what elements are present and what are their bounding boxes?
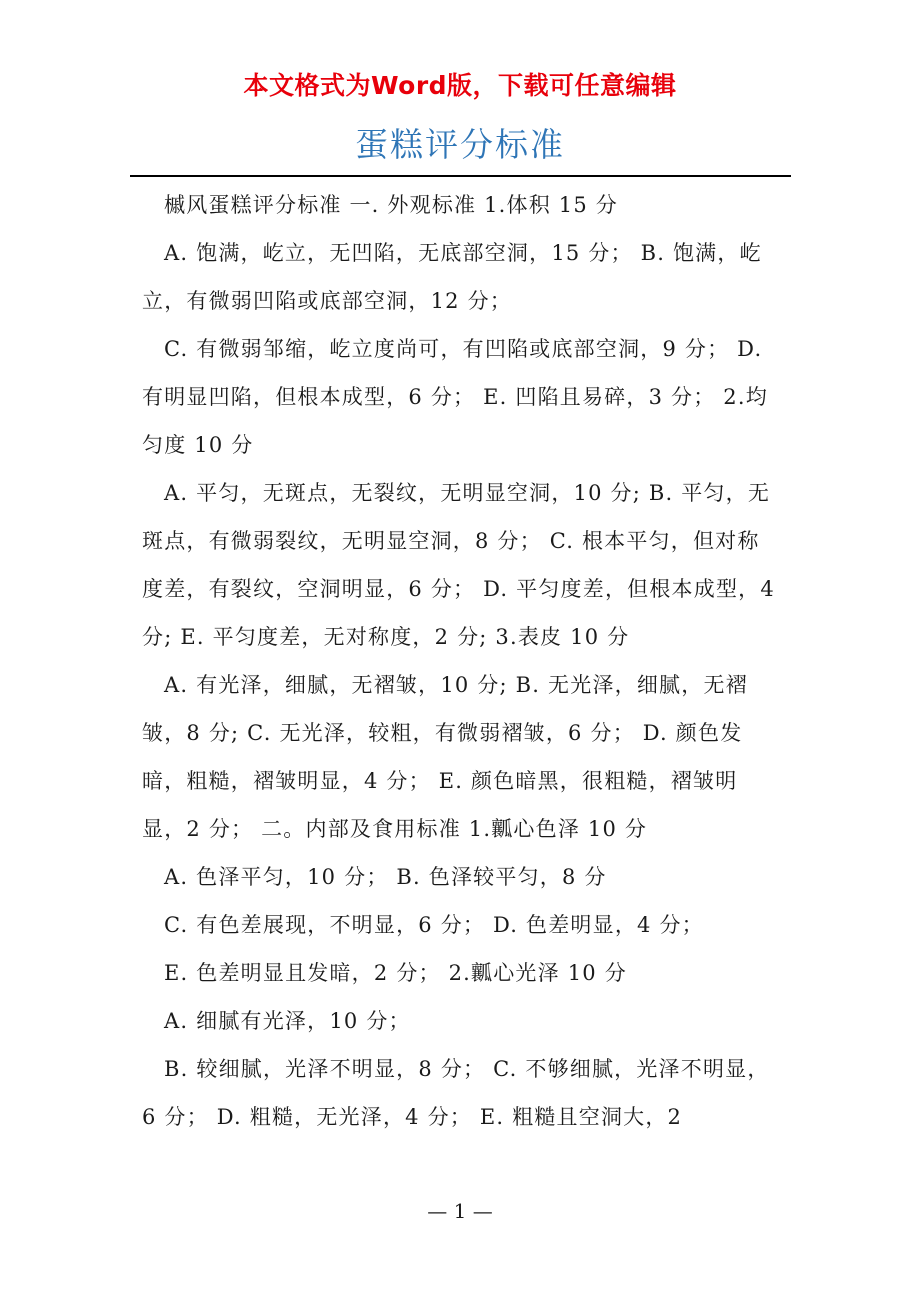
paragraph: C. 有微弱邹缩，屹立度尚可，有凹陷或底部空洞，9 分； D. 有明显凹陷，但根本成型，6 分； E. 凹陷且易碎，3 分； 2.均匀度 10 分	[142, 337, 768, 457]
document-body	[142, 181, 778, 1141]
document-title: 蛋糕评分标准	[355, 125, 565, 164]
paragraph: A. 有光泽，细腻，无褶皱，10 分; B. 无光泽，细腻，无褶皱，8 分; C. 无光泽，较粗，有微弱褶皱，6 分； D. 颜色发暗，粗糙，褶皱明显，4 分； E. 颜色暗黑，很粗糙，褶皱明显，2 分； 二。内部及食用标准 1.瓤心色泽 10 分	[142, 673, 748, 841]
paragraph: A. 细腻有光泽，10 分；	[164, 1009, 411, 1033]
paragraph: C. 有色差展现，不明显，6 分； D. 色差明显，4 分；	[164, 913, 704, 937]
download-notice: 本文格式为Word版，下载可任意编辑	[243, 71, 677, 100]
paragraph: 槭风蛋糕评分标准 一. 外观标准 1.体积 15 分	[164, 193, 619, 217]
paragraph: E. 色差明显且发暗，2 分； 2.瓤心光泽 10 分	[164, 961, 627, 985]
title-divider	[130, 175, 791, 177]
paragraph: A. 色泽平匀，10 分； B. 色泽较平匀，8 分	[164, 865, 607, 889]
paragraph: A. 平匀，无斑点，无裂纹，无明显空洞，10 分; B. 平匀，无斑点，有微弱裂纹，无明显空洞，8 分； C. 根本平匀，但对称度差，有裂纹，空洞明显，6 分； D. 平匀度差，但根本成型，4 分; E. 平匀度差，无对称度，2 分; 3.表皮 10 分	[142, 481, 775, 649]
page-number: — 1 —	[427, 1199, 493, 1223]
paragraph: A. 饱满，屹立，无凹陷，无底部空洞，15 分； B. 饱满，屹立，有微弱凹陷或底部空洞，12 分；	[142, 241, 762, 313]
paragraph: B. 较细腻，光泽不明显，8 分； C. 不够细腻，光泽不明显，6 分； D. 粗糙，无光泽，4 分； E. 粗糙且空洞大，2	[142, 1057, 770, 1129]
